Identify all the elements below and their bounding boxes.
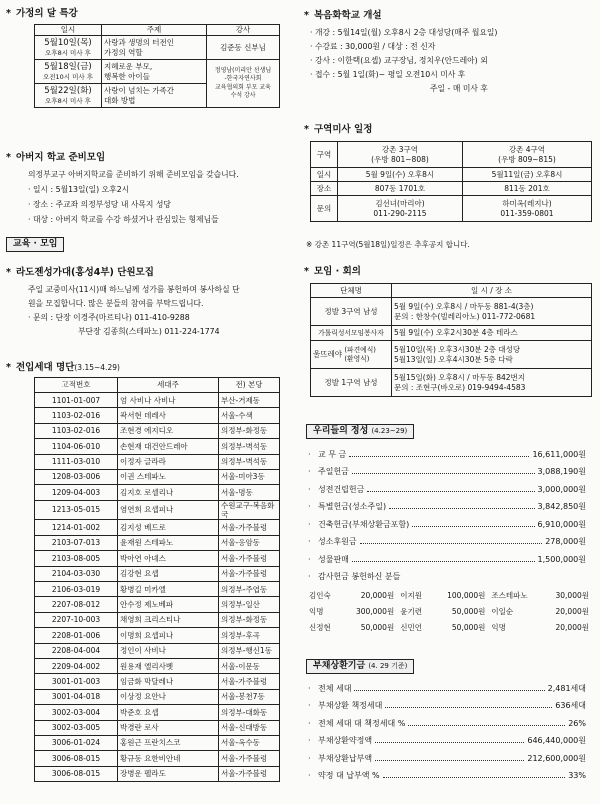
table-cell: 서울-신대방동 xyxy=(219,720,280,735)
table-cell: 100,000원 xyxy=(447,591,486,601)
list-item xyxy=(308,442,586,460)
table-row xyxy=(35,469,280,484)
table-cell: 서울-가주블렁 xyxy=(219,520,280,535)
table-row xyxy=(306,604,592,620)
table-cell: 2207-10-003 xyxy=(35,612,118,627)
bullet-icon: · xyxy=(308,519,311,529)
offerings-title: 우리들의 정성 (4.23~29) xyxy=(306,424,414,439)
table-row xyxy=(35,393,280,408)
section-title-father-school: * 아버지 학교 준비모임 xyxy=(6,152,106,163)
list-item xyxy=(308,565,586,583)
table-cell: 박경란 로사 xyxy=(118,720,219,735)
choir-body: 주일 교중미사(11시)때 하느님께 성가를 봉헌하며 봉사하실 단 원을 모집합니다. 많은 분들의 참여를 부탁드립니다. · 문의 : 단장 이경주(마르티나) 011-410-9288 부단장 김종희(스테파노) 011-224-1774 xyxy=(28,285,240,336)
table-cell: 서울-미아3동 xyxy=(219,469,280,484)
table-cell: 3002-03-004 xyxy=(35,705,118,720)
table-cell: 1103-02-016 xyxy=(35,408,118,423)
table-cell: 서울-가주블렁 xyxy=(219,551,280,566)
table-cell: 서울-응암동 xyxy=(219,535,280,550)
table-cell: 의정부-행신1동 xyxy=(219,643,280,658)
table-row xyxy=(35,520,280,535)
table-cell: 1111-03-010 xyxy=(35,454,118,469)
dotted-leader xyxy=(412,526,534,527)
table-cell: 의정부-벽석동 xyxy=(219,439,280,454)
table-cell: 안수정 제노베파 xyxy=(118,597,219,612)
table-row xyxy=(35,500,280,520)
list-item-value: 16,611,000원 xyxy=(532,449,586,459)
list-item xyxy=(308,495,586,513)
list-item-label: 전체 세대 대 책정세대 % xyxy=(318,718,406,728)
category-label-education: 교육 · 모임 xyxy=(6,237,64,252)
table-row: 5월22일(화) 오후8시 미사 후 사랑이 넘치는 가족간 대화 방법 xyxy=(35,84,280,108)
list-item-value: 212,600,000원 xyxy=(527,753,586,763)
district-mass-table: 구역 강촌 3구역 (우방 801~808) 강촌 4구역 (우방 809~815) 일시 5월 9일(수) 오후8시 5월11일(금) 오후8시 장소 807동 1701호 811동 201호 문의 김선녀(마리아) 011-290-2115 하미옥(레지나) 011-359-0801 xyxy=(310,141,592,222)
table-cell: 황병길 미카엘 xyxy=(118,582,219,597)
table-cell: 이권 스테파노 xyxy=(118,469,219,484)
table-cell: 손현재 대건안드레아 xyxy=(118,439,219,454)
table-cell: 윤재원 스테파노 xyxy=(118,535,219,550)
table-row xyxy=(35,582,280,597)
dotted-leader xyxy=(354,690,544,691)
table-cell: 김인숙 xyxy=(309,591,331,601)
table-row xyxy=(35,751,280,766)
list-item xyxy=(308,729,586,747)
table-header: 주제 xyxy=(102,25,207,36)
table-cell: 30,000원 xyxy=(555,591,589,601)
list-item-label: 주일헌금 xyxy=(318,467,349,476)
offerings-list xyxy=(308,442,586,582)
bullet-icon: · xyxy=(308,554,311,564)
dotted-leader xyxy=(408,725,565,726)
table-cell: 50,000원 xyxy=(451,607,486,617)
table-cell: 2103-07-013 xyxy=(35,535,118,550)
table-row: 5월10일(목) 오후8시 미사 후 사랑과 생명의 터전인 가정의 역할 김준동 신부님 xyxy=(35,36,280,60)
list-item xyxy=(308,746,586,764)
list-item xyxy=(308,460,586,478)
table-header: 일 시 / 장 소 xyxy=(392,284,592,298)
table-cell: 조현경 에지디오 xyxy=(118,423,219,438)
list-item-value: 6,910,000원 xyxy=(537,519,586,529)
table-cell: 신정현 xyxy=(309,623,331,633)
table-cell: 서울-명동 xyxy=(219,485,280,500)
table-cell: 익명 xyxy=(309,607,324,617)
dotted-leader xyxy=(367,491,534,492)
table-row xyxy=(35,566,280,581)
table-cell: 50,000원 xyxy=(360,623,395,633)
bullet-icon: · xyxy=(308,467,311,476)
table-row: 가톨릭성서모임봉사자 5월 9일(수) 오후2시30분 4층 테라스 xyxy=(311,326,592,341)
table-cell: 2208-04-004 xyxy=(35,643,118,658)
table-row xyxy=(35,612,280,627)
bullet-icon: · xyxy=(308,683,311,693)
bullet-icon: · xyxy=(308,537,311,546)
table-cell: 2103-08-005 xyxy=(35,551,118,566)
dotted-leader xyxy=(383,777,566,778)
list-item-label: 성소후원금 xyxy=(318,537,357,546)
asterisk-icon: * xyxy=(6,362,11,373)
list-item-value: 33% xyxy=(568,771,586,780)
table-row xyxy=(35,705,280,720)
table-cell: 곽서현 데레사 xyxy=(118,408,219,423)
list-item-label: 약정 대 납부액 % xyxy=(318,771,380,780)
table-cell: 김지호 로셀리나 xyxy=(118,485,219,500)
donor-table xyxy=(306,588,592,636)
table-cell: 윤기련 xyxy=(400,607,422,617)
table-cell: 의정부-벽석동 xyxy=(219,454,280,469)
list-item-value: 26% xyxy=(568,718,586,728)
table-row: 일시 5월 9일(수) 오후8시 5월11일(금) 오후8시 xyxy=(311,168,592,182)
list-item xyxy=(308,764,586,782)
section-title-family-lecture: * 가정의 달 특강 xyxy=(6,8,78,19)
table-cell: 3006-01-024 xyxy=(35,735,118,750)
table-cell: 김지성 베드로 xyxy=(118,520,219,535)
table-cell: 2104-03-030 xyxy=(35,566,118,581)
list-item-label: 성전건립헌금 xyxy=(318,484,365,494)
table-cell: 1101-01-007 xyxy=(35,393,118,408)
table-cell: 황규동 요한비안네 xyxy=(118,751,219,766)
bullet-icon: · xyxy=(308,572,311,581)
dotted-leader xyxy=(360,543,543,544)
list-item-value: 3,000,000원 xyxy=(537,484,586,494)
table-cell: 이명희 요셉피나 xyxy=(118,628,219,643)
lecture-table xyxy=(34,24,280,108)
district-note: ※ 강촌 11구역(5월18일)일정은 추후공지 합니다. xyxy=(306,240,470,249)
list-item xyxy=(308,477,586,495)
table-cell: 수원교구-복음화국 xyxy=(219,500,280,520)
table-cell: 부산-거제동 xyxy=(219,393,280,408)
list-item-value: 636세대 xyxy=(555,701,586,710)
bullet-icon: · xyxy=(308,736,311,745)
list-item-label: 부채상환 책정세대 xyxy=(318,701,383,710)
table-header: 세대주 xyxy=(118,378,219,393)
table-row xyxy=(35,439,280,454)
table-cell: 임금화 막달레나 xyxy=(118,674,219,689)
table-header: 강사 xyxy=(207,25,280,36)
table-cell: 50,000원 xyxy=(451,623,486,633)
table-row xyxy=(35,720,280,735)
table-row xyxy=(35,735,280,750)
table-row xyxy=(35,628,280,643)
section-title-meetings: * 모임 · 회의 xyxy=(304,266,361,277)
table-cell: 의정부-주엽동 xyxy=(219,582,280,597)
table-cell: 이정자 글라라 xyxy=(118,454,219,469)
table-row xyxy=(35,597,280,612)
list-item-label: 건축헌금(부채상환금포함) xyxy=(318,519,410,529)
table-row xyxy=(306,588,592,604)
table-cell: 서울-가주블렁 xyxy=(219,751,280,766)
newcomer-table xyxy=(34,377,280,782)
table-cell: 장병운 펠라도 xyxy=(118,766,219,781)
list-item xyxy=(308,512,586,530)
table-cell: 서울-봉천7동 xyxy=(219,689,280,704)
table-cell: 3006-08-015 xyxy=(35,751,118,766)
table-cell: 홍원근 프란치스코 xyxy=(118,735,219,750)
table-header: 단체명 xyxy=(311,284,392,298)
table-row: 울뜨레야 (파견예식) (환영식) 5월10일(목) 오후3시30분 2층 대성당 5월13일(일) 오후4시30분 5층 다락 xyxy=(311,341,592,369)
asterisk-icon: * xyxy=(304,10,309,21)
table-cell: 1208-03-006 xyxy=(35,469,118,484)
table-cell: 3002-03-005 xyxy=(35,720,118,735)
table-cell: 서울-옥수동 xyxy=(219,735,280,750)
dotted-leader xyxy=(352,473,535,474)
table-cell: 20,000원 xyxy=(360,591,395,601)
table-row: 정발 3구역 남성 5월 9일(수) 오후8시 / 마두동 881-4(3층) 문의 : 한창수(빌레리아노) 011-772-0681 xyxy=(311,298,592,326)
table-header: 고적번호 xyxy=(35,378,118,393)
table-cell: 2207-08-012 xyxy=(35,597,118,612)
table-cell: 의정부-화정동 xyxy=(219,423,280,438)
asterisk-icon: * xyxy=(6,152,11,163)
table-cell: 1103-02-016 xyxy=(35,423,118,438)
table-cell: 3006-08-015 xyxy=(35,766,118,781)
table-cell: 원용재 엘리사벳 xyxy=(118,659,219,674)
table-cell: 이지원 xyxy=(400,591,422,601)
list-item xyxy=(308,711,586,729)
section-title-district-mass: * 구역미사 일정 xyxy=(304,124,373,135)
table-cell: 2209-04-002 xyxy=(35,659,118,674)
table-cell: 의정부-대화동 xyxy=(219,705,280,720)
table-row xyxy=(35,454,280,469)
table-cell: 익명 xyxy=(491,623,506,633)
list-item-label: 부채상환납부액 xyxy=(318,753,373,763)
asterisk-icon: * xyxy=(304,266,309,277)
list-item-value: 2,481세대 xyxy=(547,683,586,693)
table-row xyxy=(35,423,280,438)
table-cell: 2106-03-019 xyxy=(35,582,118,597)
table-row xyxy=(35,535,280,550)
list-item-value: 3,088,190원 xyxy=(537,467,586,476)
asterisk-icon: * xyxy=(6,267,11,278)
dotted-leader xyxy=(385,707,552,708)
table-cell: 서울-가주블렁 xyxy=(219,766,280,781)
table-row xyxy=(35,485,280,500)
section-title-choir: * 라도젠성가대(홍성4부) 단원모집 xyxy=(6,267,154,278)
list-item xyxy=(308,694,586,712)
meetings-table xyxy=(310,283,592,397)
bullet-icon: · xyxy=(308,484,311,494)
debt-list xyxy=(308,676,586,781)
list-item-value: 3,842,850원 xyxy=(537,502,586,511)
list-item-value: 1,500,000원 xyxy=(537,554,586,564)
table-row xyxy=(35,408,280,423)
section-title-newcomers: * 전입세대 명단(3.15~4.29) xyxy=(6,362,120,373)
dotted-leader xyxy=(389,508,534,509)
section-title-evangelization-school: * 복음화학교 개설 xyxy=(304,10,382,21)
table-cell: 서울-이문동 xyxy=(219,659,280,674)
dotted-leader xyxy=(349,456,529,457)
table-cell: 이일순 xyxy=(491,607,514,617)
table-header: 구역 xyxy=(311,142,338,168)
table-row xyxy=(35,674,280,689)
list-item-label: 전체 세대 xyxy=(318,683,352,693)
table-cell: 박아연 아녜스 xyxy=(118,551,219,566)
list-item-value: 278,000원 xyxy=(545,537,586,546)
table-cell: 서울-가주블렁 xyxy=(219,674,280,689)
list-item-value: 646,440,000원 xyxy=(527,736,586,745)
table-cell: 서울-수색 xyxy=(219,408,280,423)
table-row xyxy=(35,689,280,704)
list-item-label: 성물판매 xyxy=(318,554,349,564)
table-cell: 서울-가주블렁 xyxy=(219,566,280,581)
bullet-icon: · xyxy=(308,449,311,459)
table-row: 장소 807동 1701호 811동 201호 xyxy=(311,182,592,196)
table-cell: 박준호 요셉 xyxy=(118,705,219,720)
table-cell: 1209-04-003 xyxy=(35,485,118,500)
speaker-1: 김준동 신부님 xyxy=(207,36,280,60)
evangelization-body: · 개강 : 5월14일(월) 오후8시 2층 대성당(매주 월요일) · 수강료 : 30,000원 / 대상 : 전 신자 · 강사 : 이한택(요셉) 교구장님, 정치우(안드레아) 외 · 접수 : 5월 1일(화)~ 평일 오전10시 미사 후 주일 - 매 미사 후 xyxy=(310,28,498,93)
table-row xyxy=(35,551,280,566)
debt-fund-title: 부채상환기금 (4. 29 기준) xyxy=(306,659,414,674)
table-row xyxy=(35,766,280,781)
asterisk-icon: * xyxy=(6,8,11,19)
table-header: 일시 xyxy=(35,25,102,36)
father-school-body: 의정부교구 아버지학교를 준비하기 위해 준비모임을 갖습니다. · 일시 : 5월13일(일) 오후2시 · 장소 : 주교좌 의정부성당 내 사목지 성당 · 대상 : 아버지 학교를 수강 하셨거나 관심있는 형제님들 xyxy=(28,170,239,224)
dotted-leader xyxy=(375,742,524,743)
table-cell: 2208-01-006 xyxy=(35,628,118,643)
table-cell: 1213-05-015 xyxy=(35,500,118,520)
bullet-icon: · xyxy=(308,771,311,780)
table-row xyxy=(306,620,592,636)
list-item-label: 부채상환약정액 xyxy=(318,736,373,745)
list-item-label: 교 무 금 xyxy=(318,449,347,459)
table-row: 문의 김선녀(마리아) 011-290-2115 하미옥(레지나) 011-359-0801 xyxy=(311,196,592,222)
table-row xyxy=(35,659,280,674)
table-cell: 1104-06-010 xyxy=(35,439,118,454)
table-cell: 1214-01-002 xyxy=(35,520,118,535)
table-cell: 20,000원 xyxy=(555,623,589,633)
table-cell: 3001-01-003 xyxy=(35,674,118,689)
table-cell: 조스테파노 xyxy=(491,591,528,601)
list-item-label: 특별헌금(성소주일) xyxy=(318,502,387,511)
bullet-icon: · xyxy=(308,701,311,710)
asterisk-icon: * xyxy=(304,124,309,135)
table-row xyxy=(35,643,280,658)
list-item-label: 감사헌금 봉헌하신 분들 xyxy=(318,572,401,581)
dotted-leader xyxy=(352,561,535,562)
table-cell: 정인이 사비나 xyxy=(118,643,219,658)
table-cell: 염연희 요셉피나 xyxy=(118,500,219,520)
table-cell: 의정부-후곡 xyxy=(219,628,280,643)
dotted-leader xyxy=(375,760,524,761)
list-item xyxy=(308,547,586,565)
speaker-2: 정영남(미리안 선생님 -한국자연사회 교육협의회 부모 교육 수석 강사 xyxy=(207,60,280,108)
list-item xyxy=(308,530,586,548)
bullet-icon: · xyxy=(308,502,311,511)
table-cell: 3001-04-018 xyxy=(35,689,118,704)
bullet-icon: · xyxy=(308,718,311,728)
table-cell: 20,000원 xyxy=(555,607,589,617)
table-cell: 300,000원 xyxy=(355,607,395,617)
table-cell: 의정부-화정동 xyxy=(219,612,280,627)
table-cell: 채영희 크리스티나 xyxy=(118,612,219,627)
table-cell: 이상정 요안나 xyxy=(118,689,219,704)
table-cell: 김강현 요셉 xyxy=(118,566,219,581)
table-row: 정발 1구역 남성 5월15일(화) 오후8시 / 마두동 842번지 문의 : 조현구(바오로) 019-9494-4583 xyxy=(311,369,592,397)
table-cell: 신민언 xyxy=(400,623,422,633)
table-row: 5월18일(금) 오전10시 미사 후 지혜로운 부모, 행복한 아이들 정영남(미리안 선생님 -한국자연사회 교육협의회 부모 교육 수석 강사 xyxy=(35,60,280,84)
table-cell: 엄 사비나 사비나 xyxy=(118,393,219,408)
bullet-icon: · xyxy=(308,753,311,763)
list-item xyxy=(308,676,586,694)
table-header: 전) 본당 xyxy=(219,378,280,393)
table-cell: 의정부-일산 xyxy=(219,597,280,612)
